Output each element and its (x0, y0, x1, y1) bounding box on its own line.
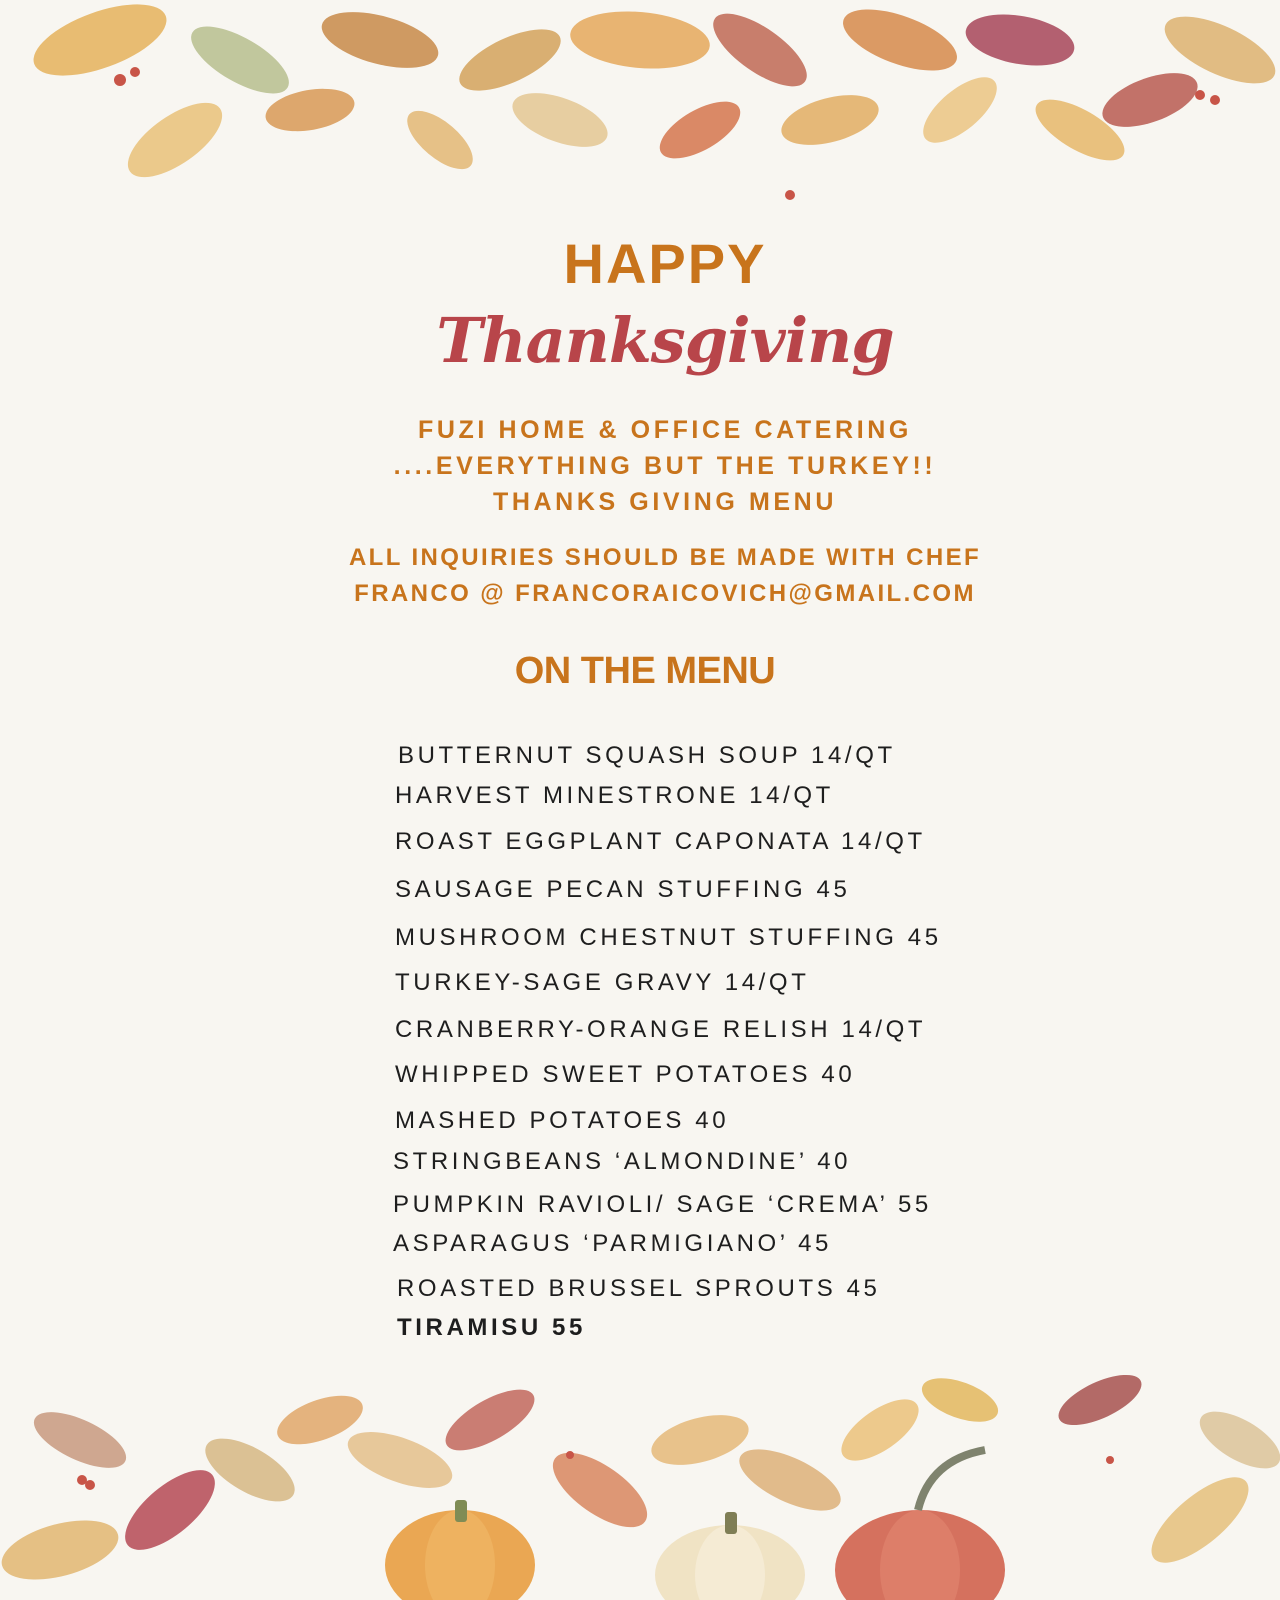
menu-item: CRANBERRY-ORANGE RELISH 14/QT (395, 1016, 927, 1043)
menu-item: ROAST EGGPLANT CAPONATA 14/QT (395, 828, 926, 855)
menu-item: HARVEST MINESTRONE 14/QT (395, 782, 834, 809)
inquiry-line-2: FRANCO @ FRANCORAICOVICH@GMAIL.COM (354, 580, 976, 607)
menu-item: PUMPKIN RAVIOLI/ SAGE ‘CREMA’ 55 (393, 1191, 932, 1218)
menu-item: MASHED POTATOES 40 (395, 1107, 730, 1134)
script-title: Thanksgiving (436, 304, 894, 377)
autumn-leaves-top-decoration (0, 0, 1280, 210)
menu-item: MUSHROOM CHESTNUT STUFFING 45 (395, 924, 942, 951)
tagline: ....EVERYTHING BUT THE TURKEY!! (393, 452, 937, 480)
inquiry-line-1: ALL INQUIRIES SHOULD BE MADE WITH CHEF (348, 544, 982, 571)
menu-section-title: ON THE MENU (514, 650, 776, 692)
menu-item: TIRAMISU 55 (397, 1314, 586, 1341)
menu-item: SAUSAGE PECAN STUFFING 45 (395, 876, 851, 903)
business-name: FUZI HOME & OFFICE CATERING (418, 416, 912, 444)
headline: HAPPY (563, 232, 767, 295)
menu-item: ASPARAGUS ‘PARMIGIANO’ 45 (393, 1230, 832, 1257)
menu-subtitle: THANKS GIVING MENU (493, 488, 837, 516)
menu-item: STRINGBEANS ‘ALMONDINE’ 40 (393, 1148, 852, 1175)
menu-item: ROASTED BRUSSEL SPROUTS 45 (397, 1275, 881, 1302)
menu-item: TURKEY-SAGE GRAVY 14/QT (395, 969, 810, 996)
autumn-leaves-pumpkins-bottom-decoration (0, 1360, 1280, 1600)
menu-item: WHIPPED SWEET POTATOES 40 (395, 1061, 856, 1088)
menu-item: BUTTERNUT SQUASH SOUP 14/QT (398, 742, 896, 769)
